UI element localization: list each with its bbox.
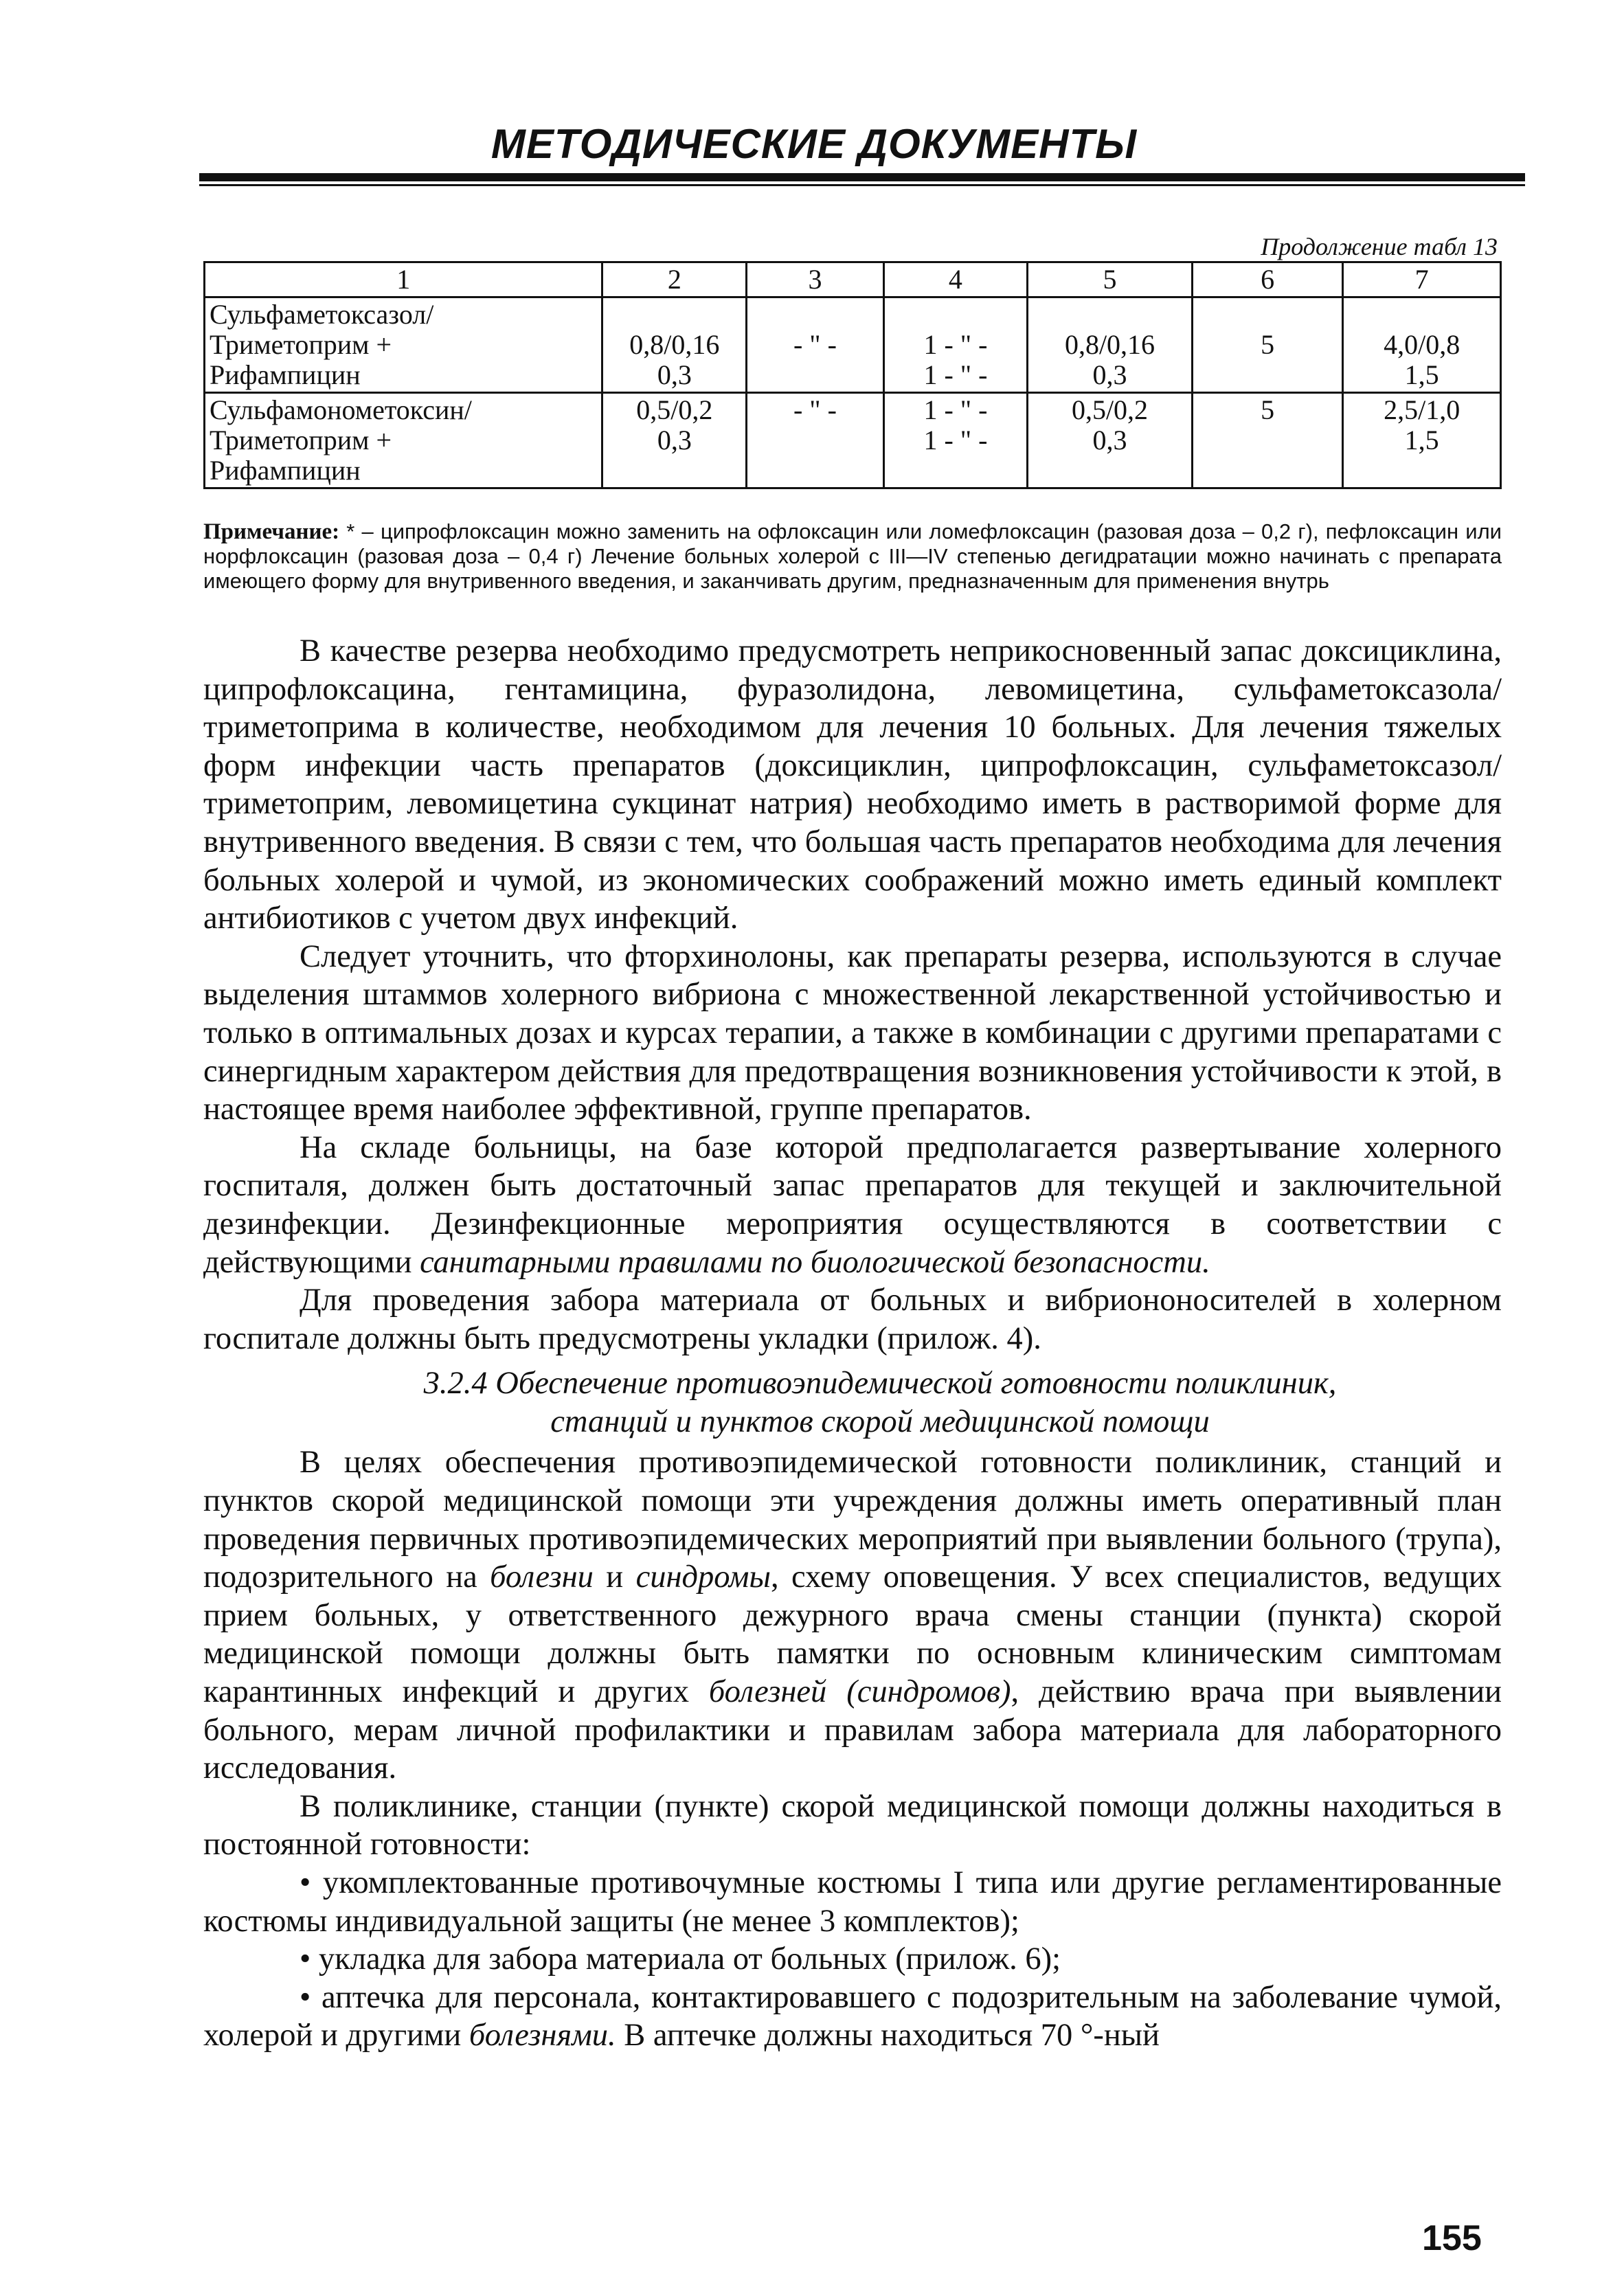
bullet-icon: • xyxy=(300,1979,311,2015)
column-header: 6 xyxy=(1192,262,1342,297)
cell-line: - " - xyxy=(793,394,837,425)
table-cell xyxy=(747,393,883,488)
cell-line: 5 xyxy=(1261,394,1275,425)
list-item: • аптечка для персонала, контактировавшего с подозрительным на заболевание чумой, холерой и другими болезнями. В аптечке должны находиться 70 °-ный xyxy=(203,1979,1502,2053)
paragraph: Следует уточнить, что фторхинолоны, как препараты резерва, используются в случае выделения штаммов холерного вибриона с множественной лекарственной устойчивостью и только в оптимальных дозах и курсах терапии, а также в комбинации с другими препаратами с синергидным характером действия для предотвращения возникновения устойчивости к этой, в настоящее время наиболее эффективной, группе препаратов. xyxy=(203,938,1502,1127)
cell-line: 1 - " - xyxy=(923,425,988,455)
table-cell xyxy=(883,297,1027,393)
table-cell xyxy=(602,297,747,393)
table-cell xyxy=(1343,297,1501,393)
table-cell xyxy=(883,393,1027,488)
column-header: 5 xyxy=(1028,262,1193,297)
cell-line: 1 - " - xyxy=(923,394,988,425)
cell-line: Триметоприм + xyxy=(210,329,392,360)
column-header: 1 xyxy=(205,262,602,297)
table-cell xyxy=(1028,297,1193,393)
column-header: 3 xyxy=(747,262,883,297)
cell-line: Сульфамонометоксин/ xyxy=(210,394,472,425)
cell-line: 0,3 xyxy=(1092,425,1127,455)
table-cell xyxy=(1343,393,1501,488)
table-cell xyxy=(1028,393,1193,488)
cell-line: 0,5/0,2 xyxy=(1071,394,1149,425)
bullet-icon: • xyxy=(300,1865,311,1900)
cell-line: 5 xyxy=(1261,329,1275,360)
cell-line: 2,5/1,0 xyxy=(1384,394,1460,425)
table-footnote xyxy=(203,519,1502,594)
cell-line: 1 - " - xyxy=(923,359,988,390)
cell-line: 0,3 xyxy=(657,425,692,455)
footnote-text: * – ципрофлоксацин можно заменить на офлоксацин или ломефлоксацин (разовая доза – 0,2 г), пефлоксацин или норфлоксацин (разовая доза – 0,4 г) Лечение больных холерой с III—IV степенью дегидратации можно начинать с препарата имеющего форму для внутривенного введения, и заканчивать другим, предназначенным для применения внутрь xyxy=(203,519,1502,593)
list-item: • укладка для забора материала от больных (прилож. 6); xyxy=(300,1942,1061,1977)
table-row xyxy=(205,393,1501,488)
column-header: 4 xyxy=(883,262,1027,297)
drug-dosage-table xyxy=(203,261,1502,489)
cell-line: Сульфаметоксазол/ xyxy=(210,299,434,330)
cell-line: Рифампицин xyxy=(210,455,361,486)
cell-line: - " - xyxy=(793,329,837,360)
cell-line: 4,0/0,8 xyxy=(1384,329,1460,360)
table-cell xyxy=(602,393,747,488)
page-number: 155 xyxy=(1422,2218,1482,2258)
footnote-label: Примечание: xyxy=(203,519,340,544)
cell-line: 0,5/0,2 xyxy=(636,394,713,425)
running-header-title: МЕТОДИЧЕСКИЕ ДОКУМЕНТЫ xyxy=(490,121,1138,167)
paragraph: На складе больницы, на базе которой предполагается развертывание холерного госпиталя, должен быть достаточный запас препаратов для текущей и заключительной дезинфекции. Дезинфекционные мероприятия осуществляются в соответствии с действующими санитарными правилами по биологической безопасности. xyxy=(203,1129,1502,1280)
cell-line: 1,5 xyxy=(1404,425,1439,455)
paragraph: В качестве резерва необходимо предусмотреть неприкосновенный запас доксициклина, ципрофлоксацина, гентамицина, фуразолидона, левомицетина, сульфаметоксазола/триметоприма в количестве, необходимом для лечения 10 больных. Для лечения тяжелых форм инфекции часть препаратов (доксициклин, ципрофлоксацин, сульфаметоксазол/триметоприм, левомицетина сукцинат натрия) необходимо иметь в растворимой форме для внутривенного введения. В связи с тем, что большая часть препаратов необходима для лечения больных холерой и чумой, из экономических соображений можно иметь единый комплект антибиотиков с учетом двух инфекций. xyxy=(203,633,1502,936)
body-text xyxy=(203,632,1502,2055)
cell-line: 1 - " - xyxy=(923,329,988,360)
cell-line: 0,8/0,16 xyxy=(629,329,720,360)
table-header-row xyxy=(205,262,1501,297)
paragraph: В поликлинике, станции (пункте) скорой медицинской помощи должны находиться в постоянной готовности: xyxy=(203,1788,1502,1862)
list-item: • укомплектованные противочумные костюмы I типа или другие регламентированные костюмы индивидуальной защиты (не менее 3 комплектов); xyxy=(203,1865,1502,1939)
cell-line: 0,3 xyxy=(1092,359,1127,390)
paragraph: Для проведения забора материала от больных и вибриононосителей в холерном госпитале должны быть предусмотрены укладки (прилож. 4). xyxy=(203,1283,1502,1356)
drug-name-cell xyxy=(205,297,602,393)
drug-name-cell xyxy=(205,393,602,488)
table-cell xyxy=(1192,297,1342,393)
table-cell xyxy=(747,297,883,393)
cell-line: Рифампицин xyxy=(210,359,361,390)
cell-line: 0,8/0,16 xyxy=(1064,329,1155,360)
table-continuation-caption: Продолжение табл 13 xyxy=(1261,233,1498,260)
header-rule-thick xyxy=(199,173,1525,181)
table-cell xyxy=(1192,393,1342,488)
section-heading: 3.2.4 Обеспечение противоэпидемической готовности поликлиник, станций и пунктов скорой медицинской помощи xyxy=(423,1366,1337,1439)
column-header: 2 xyxy=(602,262,747,297)
cell-line: 0,3 xyxy=(657,359,692,390)
cell-line: 1,5 xyxy=(1404,359,1439,390)
table-row xyxy=(205,297,1501,393)
column-header: 7 xyxy=(1343,262,1501,297)
cell-line: Триметоприм + xyxy=(210,425,392,455)
bullet-icon: • xyxy=(300,1942,311,1977)
paragraph: В целях обеспечения противоэпидемической готовности поликлиник, станций и пунктов скорой медицинской помощи эти учреждения должны иметь оперативный план проведения первичных противоэпидемических мероприятий при выявлении больного (трупа), подозрительного на болезни и синдромы, схему оповещения. У всех специалистов, ведущих прием больных, у ответственного дежурного врача смены станции (пункта) скорой медицинской помощи должны быть памятки по основным клиническим симптомам карантинных инфекций и других болезней (синдромов), действию врача при выявлении больного, мерам личной профилактики и правилам забора материала для лабораторного исследования. xyxy=(203,1445,1502,1786)
header-rule-thin xyxy=(199,184,1525,186)
